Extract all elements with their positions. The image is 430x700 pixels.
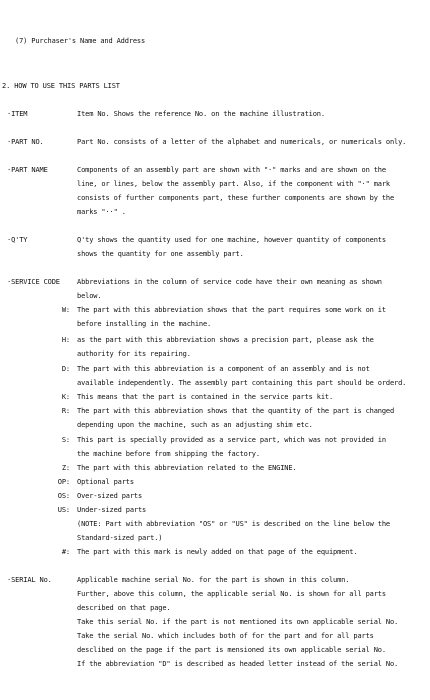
item-text: Item No. Shows the reference No. on the machine illustration. xyxy=(77,110,325,118)
qty-line: Q'ty shows the quantity used for one machine, however quantity of components xyxy=(77,236,386,244)
code-s: S: xyxy=(61,436,70,444)
code-os: OS: xyxy=(57,492,70,500)
code-w: W: xyxy=(61,306,70,314)
part-name-line: consists of further components part, these further components are shown by the xyxy=(77,194,395,202)
part-no-text: Part No. consists of a letter of the alphabet and numericals, or numericals only. xyxy=(77,138,407,146)
item-label: ·ITEM xyxy=(7,110,28,118)
code-d-line: The part with this abbreviation is a component of an assembly and is not xyxy=(77,365,370,373)
code-os-line: Over-sized parts xyxy=(77,492,143,500)
code-us-line: Standard-sized part.) xyxy=(77,534,163,542)
code-us-line: Under-sized parts xyxy=(77,506,147,514)
code-hash: #: xyxy=(61,548,70,556)
serial-no-line: Applicable machine serial No. for the part is shown in this column. xyxy=(77,576,350,584)
code-us: US: xyxy=(57,506,70,514)
code-hash-line: The part with this mark is newly added on that page of the equipment. xyxy=(77,548,358,556)
part-no-label: ·PART NO. xyxy=(7,138,44,146)
code-d: D: xyxy=(61,365,70,373)
serial-no-line: Further, above this column, the applicable serial No. is shown for all parts xyxy=(77,590,386,598)
code-us-line: (NOTE: Part with abbreviation "OS" or "US" is described on the line below the xyxy=(77,520,390,528)
serial-no-label: ·SERIAL No. xyxy=(7,576,52,584)
code-k-line: This means that the part is contained in the service parts kit. xyxy=(77,393,334,401)
qty-label: ·Q'TY xyxy=(7,236,28,244)
part-name-line: line, or lines, below the assembly part. Also, if the component with "·" mark xyxy=(77,180,390,188)
service-code-intro-line: below. xyxy=(77,292,102,300)
code-h-line: as the part with this abbreviation shows a precision part, please ask the xyxy=(77,336,374,344)
code-op: OP: xyxy=(57,478,70,486)
section-title: 2. HOW TO USE THIS PARTS LIST xyxy=(2,82,120,90)
serial-no-line: Take the serial No. which includes both of for the part and for all parts xyxy=(77,632,374,640)
purchaser-name-line: (7) Purchaser's Name and Address xyxy=(15,37,146,45)
serial-no-line: Take this serial No. if the part is not mentioned its own applicable serial No. xyxy=(77,618,399,626)
code-d-line: available independently. The assembly part containing this part should be orderd. xyxy=(77,379,407,387)
service-code-intro-line: Abbreviations in the column of service code have their own meaning as shown xyxy=(77,278,382,286)
code-h: H: xyxy=(61,336,70,344)
code-w-line: The part with this abbreviation shows that the part requires some work on it xyxy=(77,306,386,314)
part-name-line: marks "··" . xyxy=(77,208,126,216)
serial-no-line: described on that page. xyxy=(77,604,171,612)
code-h-line: authority for its repairing. xyxy=(77,350,191,358)
code-r: R: xyxy=(61,407,70,415)
code-s-line: This part is specially provided as a service part, which was not provided in xyxy=(77,436,386,444)
code-s-line: the machine before from shipping the factory. xyxy=(77,450,260,458)
serial-no-line: If the abbreviation "D" is described as headed letter instead of the serial No. xyxy=(77,660,399,668)
code-r-line: depending upon the machine, such as an adjusting shim etc. xyxy=(77,421,313,429)
code-z-line: The part with this abbreviation related to the ENGINE. xyxy=(77,464,297,472)
serial-no-line: desclibed on the page if the part is mensioned its own applicable serial No. xyxy=(77,646,386,654)
code-z: Z: xyxy=(61,464,70,472)
part-name-label: ·PART NAME xyxy=(7,166,48,174)
code-k: K: xyxy=(61,393,70,401)
service-code-label: ·SERVICE CODE xyxy=(7,278,60,286)
qty-line: shows the quantity for one assembly part. xyxy=(77,250,244,258)
code-op-line: Optional parts xyxy=(77,478,134,486)
code-w-line: before installing in the machine. xyxy=(77,320,212,328)
part-name-line: Components of an assembly part are shown with "·" marks and are shown on the xyxy=(77,166,386,174)
code-r-line: The part with this abbreviation shows that the quantity of the part is changed xyxy=(77,407,395,415)
